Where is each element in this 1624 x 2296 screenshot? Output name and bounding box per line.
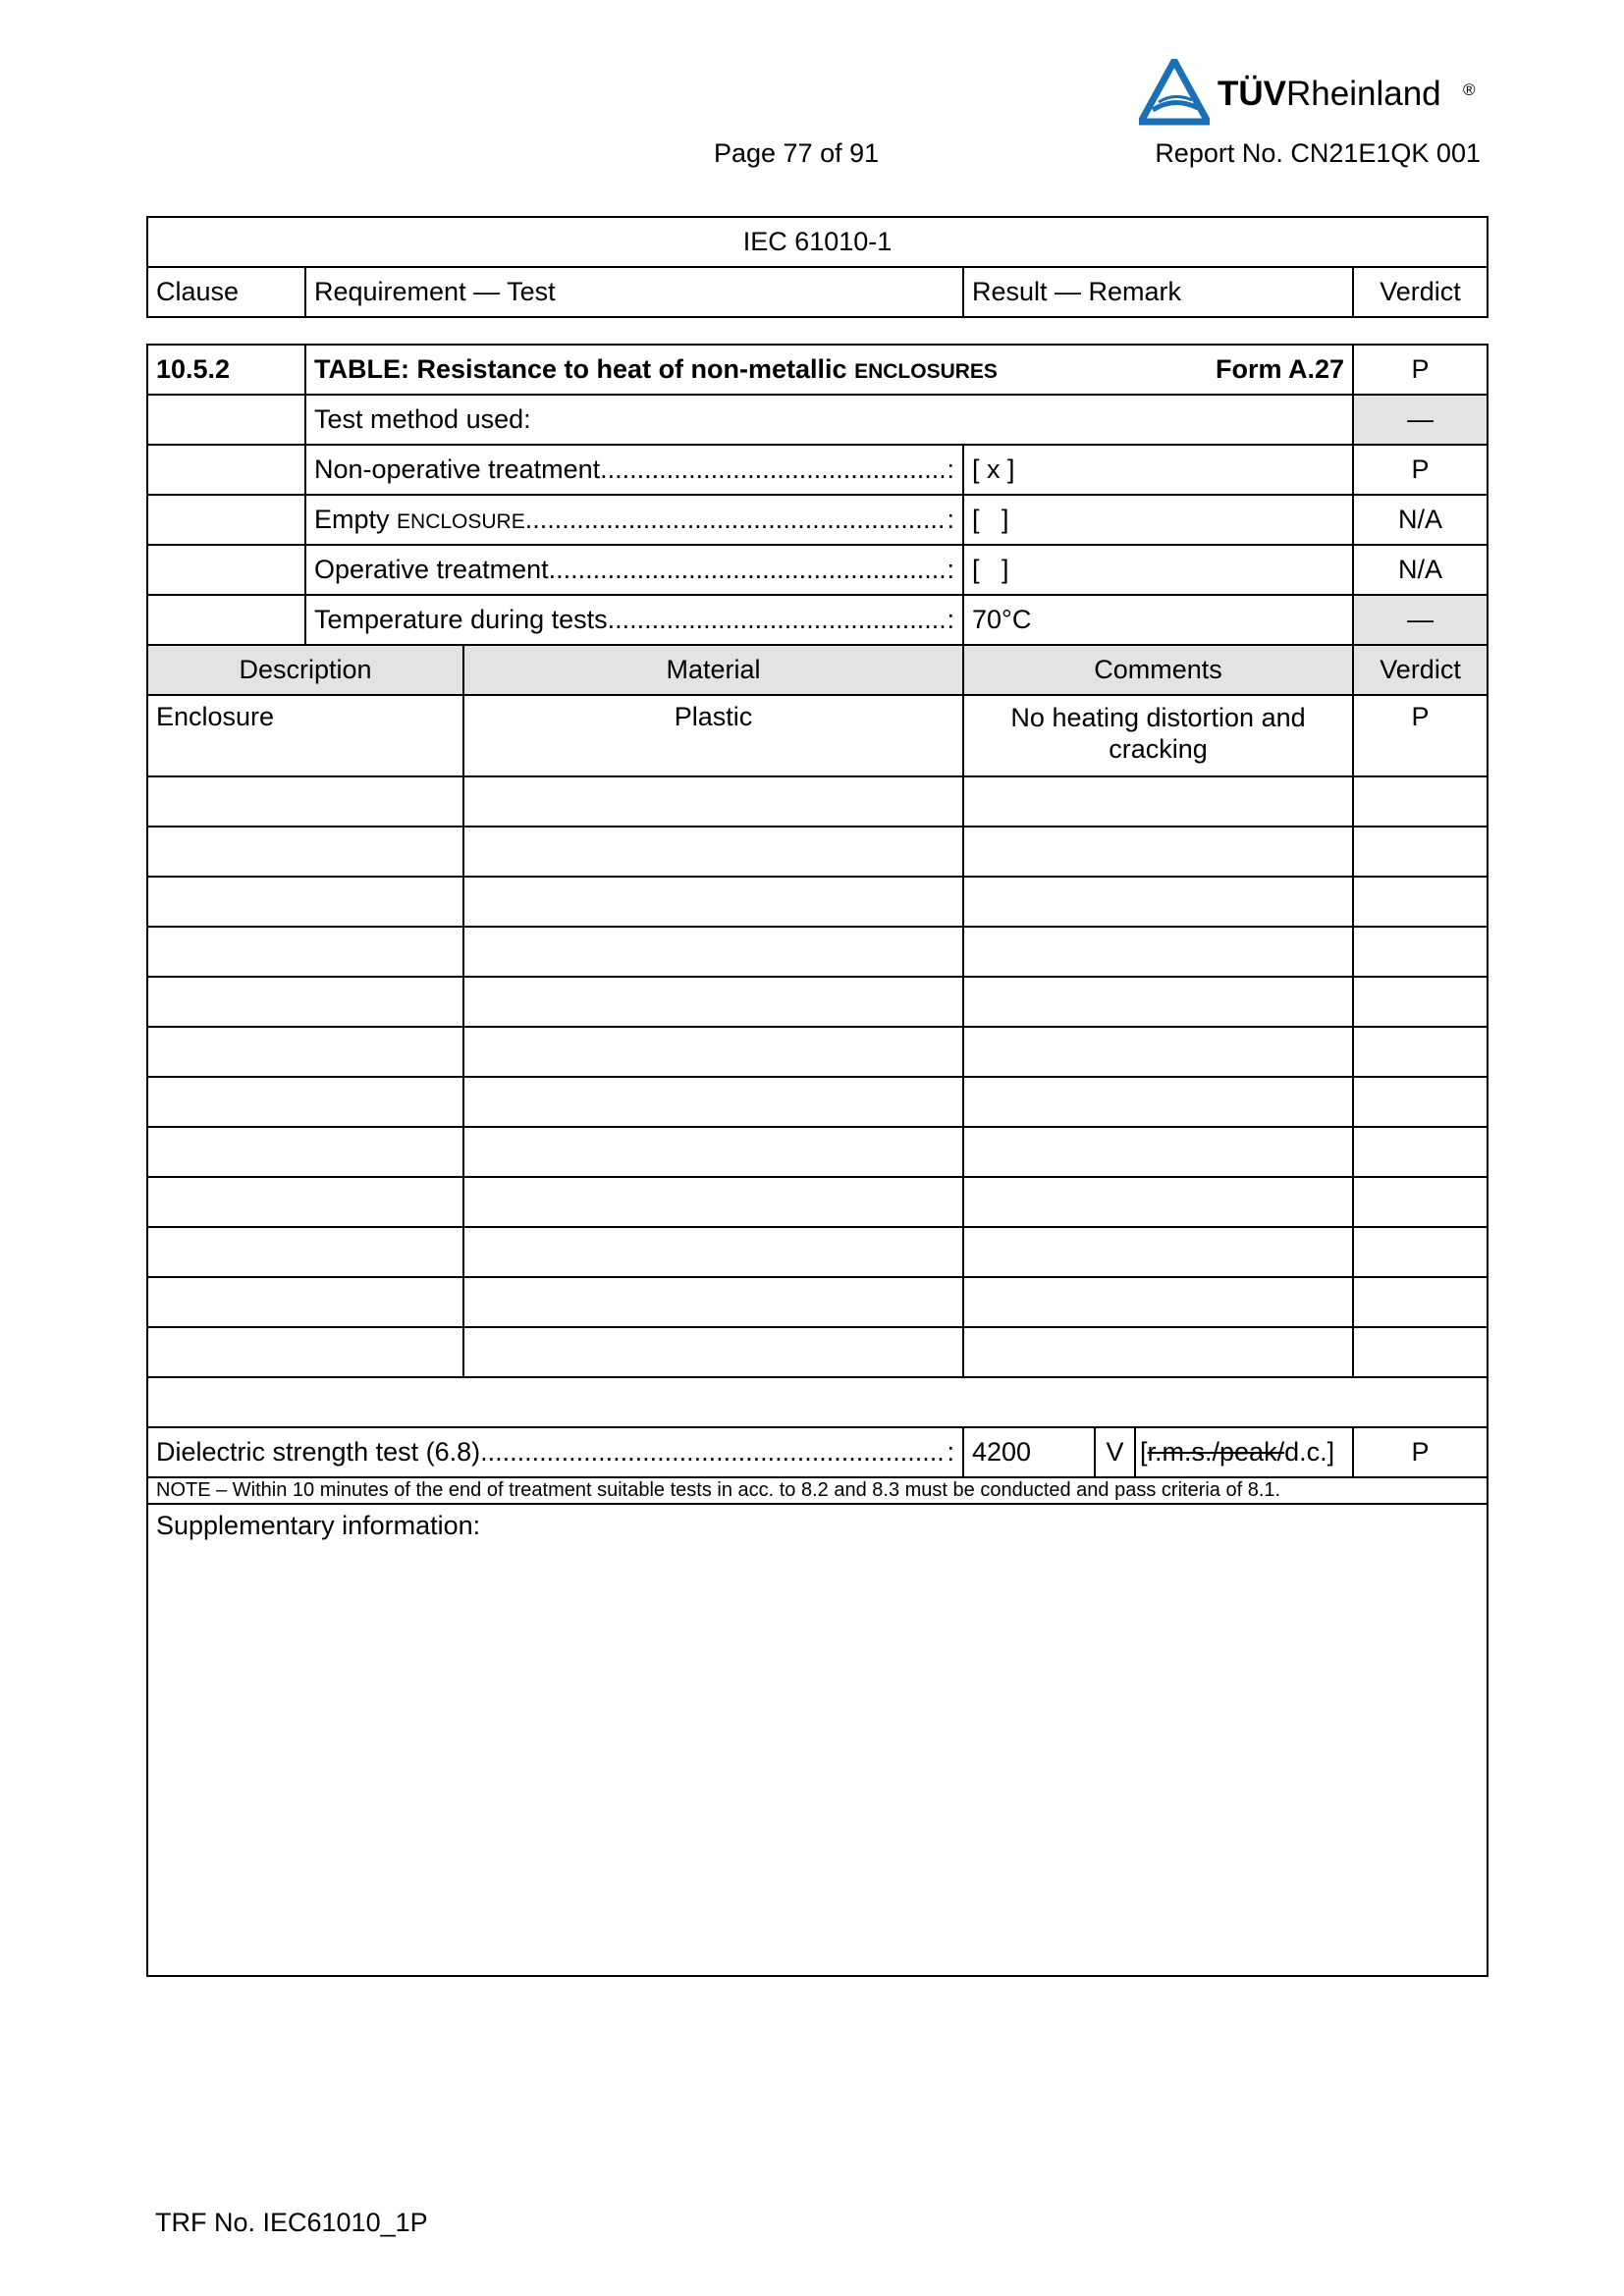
method-verdict: — <box>1353 595 1488 645</box>
empty-cell <box>1353 1277 1488 1327</box>
empty-cell <box>463 1327 963 1377</box>
clause-title: TABLE: Resistance to heat of non-metallic ENCLOSURES Form A.27 <box>305 345 1353 395</box>
form-number: Form A.27 <box>1216 354 1345 384</box>
method-result: [ ] <box>963 545 1353 595</box>
column-header-requirement: Requirement — Test <box>305 267 963 317</box>
empty-cell <box>1353 927 1488 977</box>
method-label: Empty ENCLOSURE ..... : <box>305 495 963 545</box>
method-row-operative <box>147 545 1488 595</box>
spacer-row <box>147 1377 1488 1427</box>
empty-cell <box>147 827 463 877</box>
empty-cell <box>463 1277 963 1327</box>
empty-results-row <box>147 1177 1488 1227</box>
empty-cell <box>463 877 963 927</box>
tuv-triangle-icon <box>1139 59 1210 126</box>
empty-cell <box>463 1027 963 1077</box>
empty-cell <box>147 1077 463 1127</box>
empty-cell <box>147 776 463 827</box>
empty-results-row <box>147 827 1488 877</box>
empty-cell <box>147 1177 463 1227</box>
empty-cell <box>963 1177 1353 1227</box>
empty-results-row <box>147 977 1488 1027</box>
empty-cell <box>463 1127 963 1177</box>
empty-cell <box>1353 1177 1488 1227</box>
empty-cell <box>463 1077 963 1127</box>
note-text: NOTE – Within 10 minutes of the end of treatment suitable tests in acc. to 8.2 and 8.3 must be conducted and pass criteria of 8.1. <box>147 1477 1488 1504</box>
empty-cell <box>147 1227 463 1277</box>
clause-table <box>146 344 1489 1977</box>
empty-results-row <box>147 1277 1488 1327</box>
empty-results-row <box>147 1077 1488 1127</box>
column-header-row <box>147 267 1488 317</box>
empty-cell <box>463 927 963 977</box>
method-verdict: N/A <box>1353 495 1488 545</box>
method-result: 70°C <box>963 595 1353 645</box>
empty-cell <box>963 1127 1353 1177</box>
empty-cell <box>963 977 1353 1027</box>
empty-cell <box>147 1127 463 1177</box>
method-label: Non-operative treatment ..... : <box>305 445 963 495</box>
empty-results-row <box>147 1027 1488 1077</box>
empty-cell <box>463 827 963 877</box>
dielectric-unit: V <box>1095 1427 1135 1477</box>
results-row <box>147 695 1488 776</box>
empty-cell <box>1353 1227 1488 1277</box>
method-label: Temperature during tests ..... : <box>305 595 963 645</box>
empty-results-row <box>147 877 1488 927</box>
empty-cell <box>1353 977 1488 1027</box>
empty-cell <box>963 1027 1353 1077</box>
empty-cell <box>963 927 1353 977</box>
clause-title-row <box>147 345 1488 395</box>
empty-results-row <box>147 1327 1488 1377</box>
column-header-verdict: Verdict <box>1353 267 1488 317</box>
empty-cell <box>963 877 1353 927</box>
empty-results-rows <box>147 776 1488 1377</box>
supplementary-label: Supplementary information: <box>147 1504 1488 1976</box>
test-method-row <box>147 395 1488 445</box>
empty-cell <box>963 1227 1353 1277</box>
trf-number: TRF No. IEC61010_1P <box>155 2208 428 2237</box>
empty-cell <box>1353 1077 1488 1127</box>
empty-cell <box>463 1177 963 1227</box>
empty-results-row <box>147 776 1488 827</box>
dielectric-verdict: P <box>1353 1427 1488 1477</box>
dielectric-mode: [r.m.s./peak/d.c.] <box>1135 1427 1353 1477</box>
column-header-clause: Clause <box>147 267 305 317</box>
standard-title-row <box>147 217 1488 267</box>
method-label: Operative treatment ..... : <box>305 545 963 595</box>
tuv-rheinland-logo <box>1139 59 1492 128</box>
standard-header-table <box>146 216 1489 318</box>
results-header-comments: Comments <box>963 645 1353 695</box>
report-number: Report No. CN21E1QK 001 <box>1155 138 1481 168</box>
empty-cell <box>963 1327 1353 1377</box>
note-row <box>147 1477 1488 1504</box>
method-row-temperature <box>147 595 1488 645</box>
empty-results-row <box>147 1127 1488 1177</box>
empty-cell <box>147 927 463 977</box>
empty-cell <box>1353 1327 1488 1377</box>
method-result: [ x ] <box>963 445 1353 495</box>
result-material: Plastic <box>463 695 963 776</box>
dielectric-label: Dielectric strength test (6.8) ..... : <box>147 1427 963 1477</box>
result-verdict: P <box>1353 695 1488 776</box>
empty-results-row <box>147 1227 1488 1277</box>
test-method-verdict: — <box>1353 395 1488 445</box>
empty-cell <box>1353 1027 1488 1077</box>
test-method-label: Test method used: <box>305 395 1353 445</box>
empty-cell <box>963 776 1353 827</box>
method-verdict: N/A <box>1353 545 1488 595</box>
empty-cell <box>147 877 463 927</box>
empty-cell <box>147 1277 463 1327</box>
empty-results-row <box>147 927 1488 977</box>
empty-cell <box>1353 1127 1488 1177</box>
method-verdict: P <box>1353 445 1488 495</box>
method-row-non-operative <box>147 445 1488 495</box>
empty-cell <box>463 977 963 1027</box>
results-header-verdict: Verdict <box>1353 645 1488 695</box>
page-number: Page 77 of 91 <box>714 138 880 168</box>
column-header-result: Result — Remark <box>963 267 1353 317</box>
clause-verdict: P <box>1353 345 1488 395</box>
empty-cell <box>147 977 463 1027</box>
empty-cell <box>463 776 963 827</box>
supplementary-row <box>147 1504 1488 1976</box>
results-header-material: Material <box>463 645 963 695</box>
dielectric-value: 4200 <box>963 1427 1095 1477</box>
result-comments: No heating distortion and cracking <box>963 695 1353 776</box>
results-header-row <box>147 645 1488 695</box>
brand-name: TÜVRheinland <box>1218 75 1441 113</box>
empty-cell <box>963 1277 1353 1327</box>
empty-cell <box>147 1027 463 1077</box>
standard-title: IEC 61010-1 <box>147 217 1488 267</box>
empty-cell <box>963 827 1353 877</box>
empty-cell <box>1353 776 1488 827</box>
clause-number: 10.5.2 <box>147 345 305 395</box>
empty-cell <box>147 1327 463 1377</box>
method-result: [ ] <box>963 495 1353 545</box>
method-row-empty-enclosure <box>147 495 1488 545</box>
empty-cell <box>1353 877 1488 927</box>
empty-cell <box>463 1227 963 1277</box>
dielectric-row <box>147 1427 1488 1477</box>
result-description: Enclosure <box>147 695 463 776</box>
empty-cell <box>963 1077 1353 1127</box>
empty-cell <box>1353 827 1488 877</box>
registered-mark: ® <box>1463 80 1476 99</box>
results-header-description: Description <box>147 645 463 695</box>
